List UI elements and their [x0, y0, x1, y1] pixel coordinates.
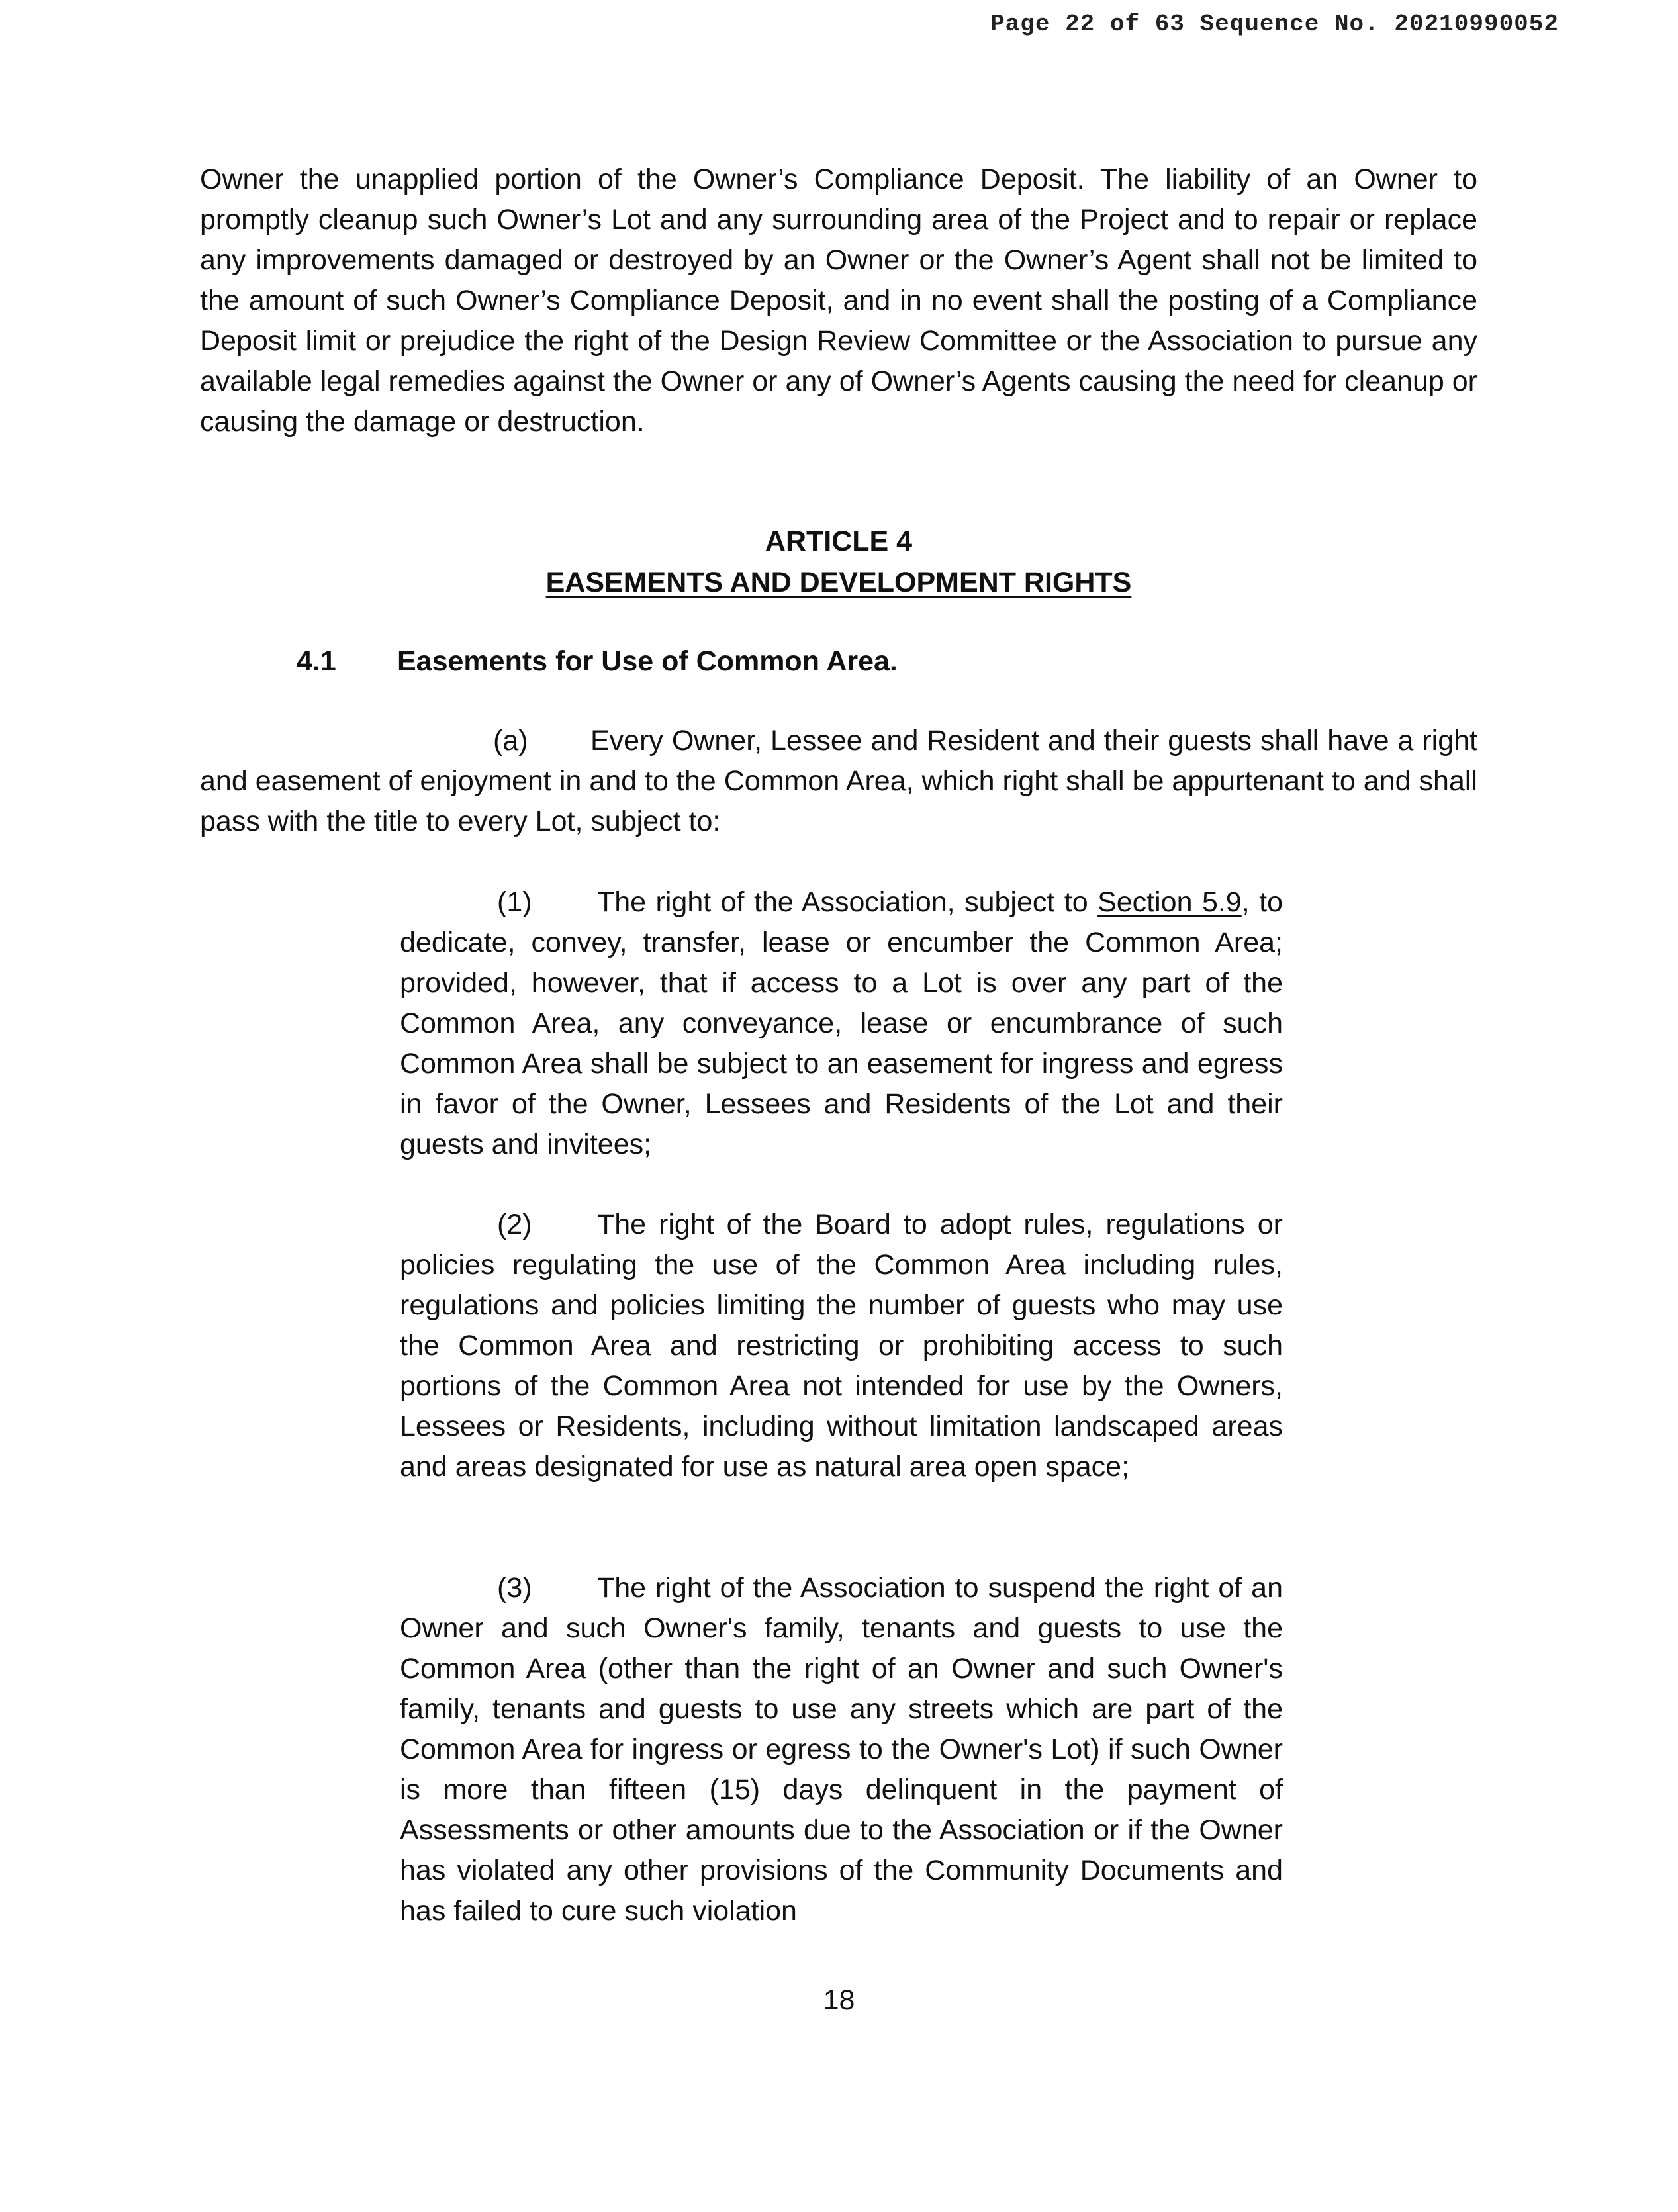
subsection-a-paragraph	[200, 721, 1477, 842]
list-item-text: The right of the Board to adopt rules, regulations or policies regulating the use of the Common Area including rules, regulations and policies limiting the number of guests who may use the Common Area and restricting or prohibiting access to such portions of the Common Area not intended for use by the Owners, Lessees or Residents, including without limitation landscaped areas and areas designated for use as natural area open space;	[400, 1209, 1283, 1483]
continuation-paragraph: Owner the unapplied portion of the Owner’s Compliance Deposit. The liability of an Owner to promptly cleanup such Owner’s Lot and any surrounding area of the Project and to repair or replace any improvements damaged or destroyed by an Owner or the Owner’s Agent shall not be limited to the amount of such Owner’s Compliance Deposit, and in no event shall the posting of a Compliance Deposit limit or prejudice the right of the Design Review Committee or the Association to pursue any available legal remedies against the Owner or any of Owner’s Agents causing the need for cleanup or causing the damage or destruction.	[200, 163, 1477, 438]
list-item-text: The right of the Association, subject to	[597, 886, 1098, 918]
section-reference-link: Section 5.9	[1097, 886, 1242, 918]
article-label: ARTICLE 4	[765, 526, 913, 557]
list-item-text: The right of the Association to suspend the right of an Owner and such Owner's family, tenants and guests to use the Common Area (other than the right of an Owner and such Owner's family, tenants and guests to use any streets which are part of the Common Area for ingress or egress to the Owner's Lot) if such Owner is more than fifteen (15) days delinquent in the payment of Assessments or other amounts due to the Association or if the Owner has violated any other provisions of the Community Documents and has failed to cure such violation	[400, 1572, 1283, 1927]
section-title: Easements for Use of Common Area.	[397, 645, 898, 677]
subsection-a-text: Every Owner, Lessee and Resident and their guests shall have a right and easement of enjoyment in and to the Common Area, which right shall be appurtenant to and shall pass with the title to every Lot, subject to:	[200, 725, 1477, 837]
subsection-a-marker: (a)	[493, 725, 528, 757]
section-heading	[297, 641, 898, 682]
list-item-text: , to dedicate, convey, transfer, lease or encumber the Common Area; provided, however, that if access to a Lot is over any part of the Common Area, any conveyance, lease or encumbrance of such Common Area shall be subject to an easement for ingress and egress in favor of the Owner, Lessees and Residents of the Lot and their guests and invitees;	[400, 886, 1283, 1160]
page-sequence-header: Page 22 of 63 Sequence No. 20210990052	[990, 11, 1559, 38]
list-item-marker: (3)	[497, 1572, 532, 1604]
article-heading	[200, 521, 1477, 603]
list-item	[400, 1568, 1283, 1931]
article-title: EASEMENTS AND DEVELOPMENT RIGHTS	[545, 567, 1132, 598]
list-item-marker: (2)	[497, 1209, 532, 1240]
list-item-marker: (1)	[497, 886, 532, 918]
list-item	[400, 1205, 1283, 1487]
page-number: 18	[823, 1984, 855, 2016]
list-item	[400, 882, 1283, 1165]
section-number: 4.1	[297, 645, 336, 677]
